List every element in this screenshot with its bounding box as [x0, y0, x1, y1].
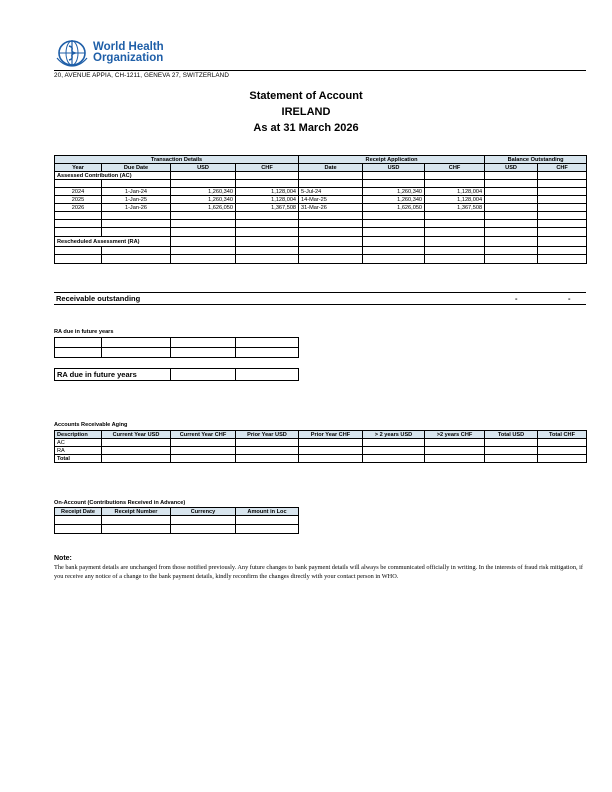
table-row [55, 455, 587, 463]
cell-year: 2024 [55, 188, 102, 196]
aging-col-2y-usd: > 2 years USD [363, 431, 425, 439]
ra-future-total-row [55, 369, 299, 381]
aging-col-current-chf: Current Year CHF [171, 431, 236, 439]
col-due-date: Due Date [102, 164, 171, 172]
cell-balance-usd [485, 204, 538, 212]
aging-row-ra: RA [55, 447, 102, 455]
cell-due-date: 1-Jan-24 [102, 188, 171, 196]
cell-balance-usd [485, 188, 538, 196]
org-name-line2: Organization [93, 52, 164, 64]
cell-usd: 1,626,050 [171, 204, 236, 212]
table-row [55, 188, 587, 196]
cell-receipt-chf: 1,128,004 [425, 188, 485, 196]
col-chf: CHF [236, 164, 299, 172]
group-header-receipt: Receipt Application [299, 156, 485, 164]
table-row [55, 447, 587, 455]
aging-header-row [55, 431, 587, 439]
column-header-row [55, 164, 587, 172]
cell-balance-chf [538, 196, 587, 204]
table-row [55, 196, 587, 204]
cell-receipt-date: 5-Jul-24 [299, 188, 363, 196]
col-receipt-chf: CHF [425, 164, 485, 172]
org-name [93, 42, 164, 64]
table-row [55, 525, 299, 534]
aging-col-current-usd: Current Year USD [102, 431, 171, 439]
aging-title: Accounts Receivable Aging [54, 422, 128, 428]
aging-col-2y-chf: >2 years CHF [425, 431, 485, 439]
table-row [55, 247, 587, 255]
cell-year: 2026 [55, 204, 102, 212]
receivable-chf: - [568, 294, 571, 303]
table-row [55, 212, 587, 220]
ra-future-title: RA due in future years [54, 329, 114, 335]
table-row [55, 338, 299, 348]
country-name: IRELAND [281, 106, 331, 118]
table-row [55, 180, 587, 188]
cell-receipt-date: 14-Mar-25 [299, 196, 363, 204]
group-header-transaction: Transaction Details [55, 156, 299, 164]
col-receipt-date: Date [299, 164, 363, 172]
table-row [55, 439, 587, 447]
statement-table [54, 155, 587, 264]
cell-balance-usd [485, 196, 538, 204]
receivable-usd: - [515, 294, 518, 303]
cell-chf: 1,367,508 [236, 204, 299, 212]
table-row [55, 220, 587, 228]
ra-future-total-table [54, 368, 299, 381]
org-name-line1: World Health [93, 41, 164, 53]
table-row [55, 204, 587, 212]
col-receipt-usd: USD [363, 164, 425, 172]
col-year: Year [55, 164, 102, 172]
table-row [55, 228, 587, 237]
who-emblem-icon [54, 38, 90, 68]
group-header-balance: Balance Outstanding [485, 156, 587, 164]
aging-col-prior-usd: Prior Year USD [236, 431, 299, 439]
cell-chf: 1,128,004 [236, 196, 299, 204]
cell-balance-chf [538, 204, 587, 212]
receivable-outstanding-row [54, 292, 586, 305]
aging-row-total: Total [55, 455, 102, 463]
aging-col-total-chf: Total CHF [538, 431, 587, 439]
aging-row-ac: AC [55, 439, 102, 447]
on-account-col-currency: Currency [171, 508, 236, 516]
on-account-header-row [55, 508, 299, 516]
on-account-title: On-Account (Contributions Received in Advance) [54, 500, 186, 506]
on-account-table [54, 507, 299, 534]
col-balance-usd: USD [485, 164, 538, 172]
cell-receipt-date: 31-Mar-26 [299, 204, 363, 212]
table-row [55, 255, 587, 264]
table-row [55, 348, 299, 358]
ra-section-row [55, 237, 587, 247]
on-account-col-date: Receipt Date [55, 508, 102, 516]
note-title: Note: [54, 555, 72, 562]
note-text: The bank payment details are unchanged from those notified previously. Any future changes to bank payment details will always be communicated officially in writing. In the interests of fraud risk mitigation, if you receive any notice of a change to the bank payment details, kindly reconfirm the changes directly with your contact person in WHO. [54, 564, 583, 580]
statement-title: Statement of Account [249, 90, 363, 102]
ra-future-total-label: RA due in future years [55, 369, 171, 381]
cell-receipt-usd: 1,260,340 [363, 196, 425, 204]
ra-future-table [54, 337, 299, 358]
aging-col-prior-chf: Prior Year CHF [299, 431, 363, 439]
header-rule [54, 70, 586, 71]
table-row [55, 516, 299, 525]
cell-usd: 1,260,340 [171, 188, 236, 196]
col-usd: USD [171, 164, 236, 172]
col-balance-chf: CHF [538, 164, 587, 172]
group-header-row [55, 156, 587, 164]
as-at-date: As at 31 March 2026 [253, 122, 359, 134]
cell-receipt-usd: 1,260,340 [363, 188, 425, 196]
cell-chf: 1,128,004 [236, 188, 299, 196]
address: 20, AVENUE APPIA, CH-1211, GENEVA 27, SWITZERLAND [54, 72, 229, 79]
on-account-col-number: Receipt Number [102, 508, 171, 516]
cell-receipt-usd: 1,626,050 [363, 204, 425, 212]
cell-usd: 1,260,340 [171, 196, 236, 204]
cell-balance-chf [538, 188, 587, 196]
aging-table [54, 430, 587, 463]
cell-year: 2025 [55, 196, 102, 204]
ac-section-row [55, 172, 587, 180]
receivable-label: Receivable outstanding [56, 294, 141, 303]
cell-receipt-chf: 1,367,508 [425, 204, 485, 212]
ac-label: Assessed Contribution (AC) [55, 172, 171, 180]
aging-col-total-usd: Total USD [485, 431, 538, 439]
on-account-col-amount: Amount in Loc [236, 508, 299, 516]
ra-label: Rescheduled Assessment (RA) [55, 237, 171, 247]
aging-col-description: Description [55, 431, 102, 439]
cell-due-date: 1-Jan-26 [102, 204, 171, 212]
cell-receipt-chf: 1,128,004 [425, 196, 485, 204]
cell-due-date: 1-Jan-25 [102, 196, 171, 204]
